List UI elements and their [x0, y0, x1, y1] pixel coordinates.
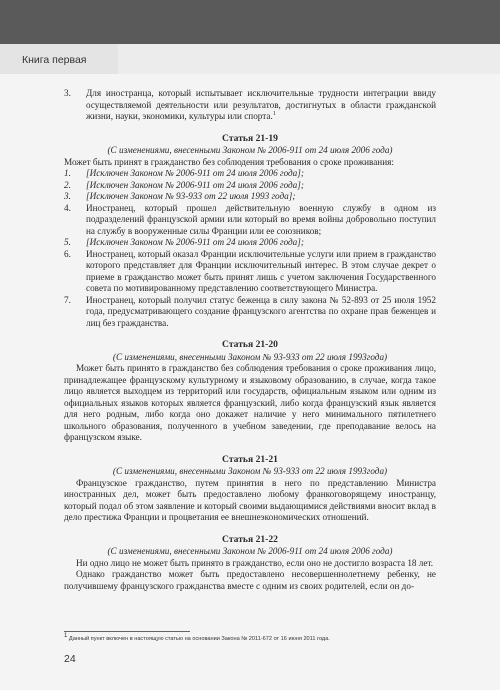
article-title-21-22: Статья 21-22 — [222, 533, 278, 545]
article-amendment-21-19: (С изменениями, внесенными Законом № 2006-911 от 24 июля 2006 года) — [107, 145, 393, 155]
item-text: Иностранец, который получил статус беженца в силу закона № 52-893 от 25 июля 1952 года, предусматривающего создание французского агентства по охране прав беженцев и лиц без гражданства. — [86, 294, 436, 328]
list-item — [64, 237, 436, 249]
item-number: 1. — [64, 168, 71, 178]
article-title-21-19: Статья 21-19 — [222, 132, 278, 144]
footnote-divider — [64, 631, 190, 632]
page-body — [64, 88, 436, 592]
article-lead-21-19: Может быть принят в гражданство без соблюдения требования о сроке проживания: — [64, 156, 394, 167]
article-title-21-21: Статья 21-21 — [222, 453, 278, 465]
list-item — [64, 180, 436, 192]
article-paragraph-21-22-1: Ни одно лицо не может быть принято в гражданство, если оно не достигло возраста 18 лет. — [76, 557, 434, 568]
item-number: 7. — [64, 294, 71, 305]
article-paragraph-21-22-2: Однако гражданство может быть предоставлено несовершеннолетнему ребенку, не получившему французского гражданства вместе с одним из своих родителей, если он до- — [64, 569, 436, 591]
item-text: Иностранец, который оказал Франции исключительные услуги или прием в гражданство которого представляет для Франции исключительный интерес. В этом случае декрет о приеме в гражданство может быть принят лишь с учетом заключения Государственного совета по мотивированному представлению соответствующего Министра. — [86, 248, 436, 293]
item-number: 3. — [64, 88, 71, 98]
article-amendment-21-21: (С изменениями, внесенными Законом № 93-933 от 22 июля 1993года) — [112, 466, 388, 476]
item-text: [Исключен Законом № 2006-911 от 24 июля 2006 года]; — [86, 168, 304, 178]
article-amendment-21-22: (С изменениями, внесенными Законом № 2006-911 от 24 июля 2006 года) — [107, 546, 393, 556]
item-text: [Исключен Законом № 2006-911 от 24 июля 2006 года]; — [86, 179, 304, 190]
running-header — [0, 0, 500, 74]
page-number: 24 — [64, 653, 76, 665]
footnote — [64, 633, 444, 642]
footnote-text: Данный пункт включен в настоящую статью на основании Закона № 2011-672 от 16 июня 2011 года. — [68, 636, 330, 642]
footnote-number: 1 — [64, 633, 68, 640]
item-text: [Исключен Законом № 93-933 от 22 июля 1993 года]; — [86, 191, 296, 201]
list-item — [64, 191, 436, 203]
header-bar — [0, 0, 500, 44]
list-item — [64, 203, 436, 238]
article-title-21-20: Статья 21-20 — [222, 339, 278, 350]
item-number: 5. — [64, 237, 71, 247]
footnote-ref[interactable]: 1 — [272, 110, 276, 117]
item-text: Иностранец, который прошел действительную военную службу в одном из подразделений французской армии или который во время войны добровольно поступил на службу в вооруженные силы Франции или ее союзников; — [86, 202, 436, 236]
item-number: 4. — [64, 202, 71, 213]
list-item — [64, 168, 436, 180]
article-text-21-21: Французское гражданство, путем принятия в него по представлению Министра иностранных дел, может быть предоставлено любому франкоговорящему иностранцу, который подал об этом заявление и который своими выдающимися действиями вносит вклад в дело престижа Франции и процветания ее внешнеэкономических отношений. — [64, 477, 436, 522]
item-text: [Исключен Законом № 2006-911 от 24 июля 2006 года]; — [86, 237, 304, 247]
list-item — [64, 88, 436, 123]
item-text: Для иностранца, который испытывает исключительные трудности интеграции ввиду осуществляемой деятельности или результатов, достигнутых в области гражданской жизни, науки, экономики, культуры или спорта. — [86, 88, 436, 121]
item-number: 3. — [64, 191, 71, 201]
article-text-21-20: Может быть принято в гражданство без соблюдения требования о сроке проживания лицо, принадлежащее французскому культурному и языковому образованию, в случае, когда такое лицо является выходцем из территорий или государств, официальным языком или одним из официальных языков которых является французский, либо когда французский язык является для него родным, либо когда оно докажет наличие у него минимального пятилетнего школьного образования, полученного в учебном заведении, где преподавание велось на французском языке. — [64, 363, 436, 442]
article-amendment-21-20: (С изменениями, внесенными Законом № 93-933 от 22 июля 1993года) — [112, 351, 388, 362]
item-number: 6. — [64, 248, 71, 259]
list-item — [64, 295, 436, 330]
book-part-title: Книга первая — [22, 54, 87, 66]
list-item — [64, 249, 436, 295]
item-number: 2. — [64, 179, 71, 190]
